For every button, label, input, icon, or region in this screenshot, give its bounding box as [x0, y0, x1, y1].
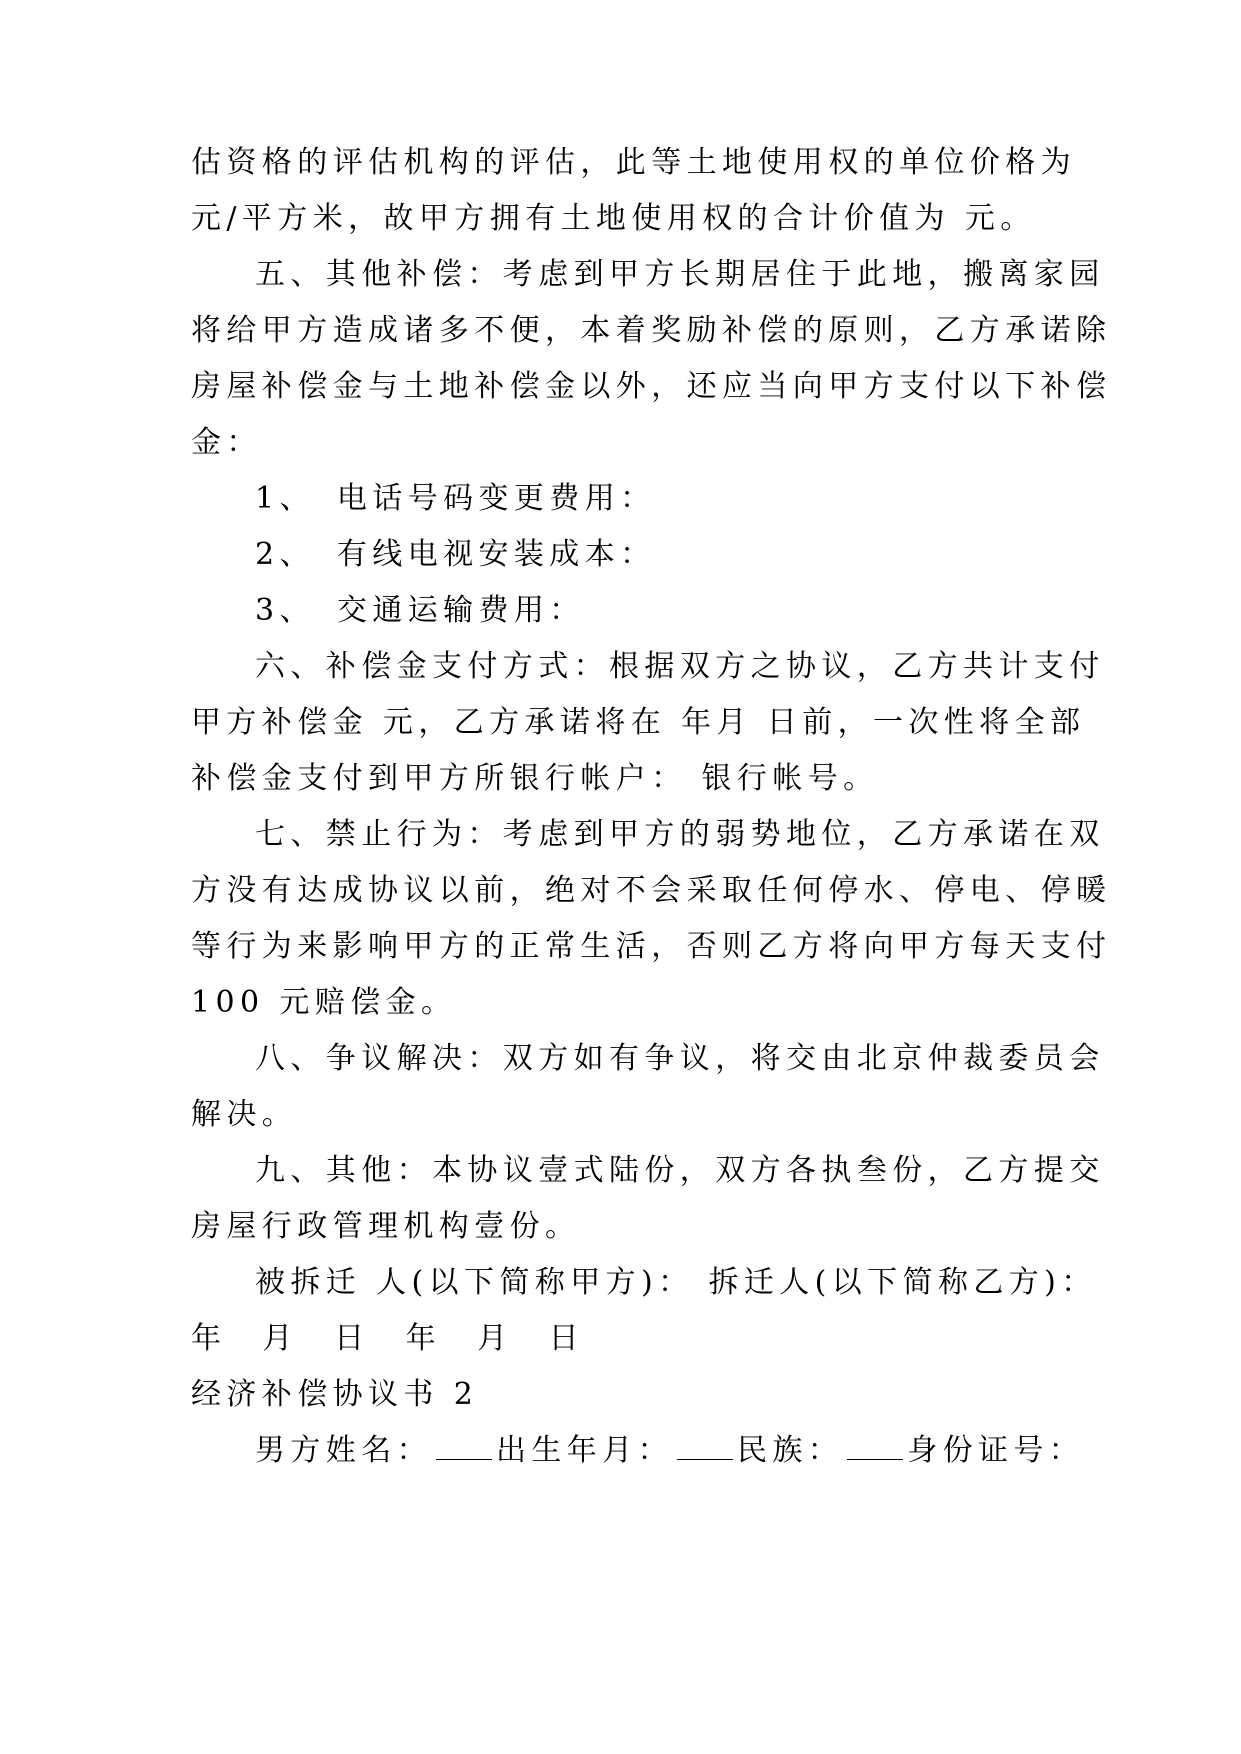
- text-line: 解决。: [191, 1097, 298, 1132]
- section-seven-heading: 七、禁止行为：考虑到甲方的弱势地位，乙方承诺在双: [255, 817, 1105, 852]
- date-line: 年 月 日 年 月 日: [191, 1321, 595, 1356]
- birth-blank[interactable]: [677, 1431, 733, 1460]
- list-item: [255, 479, 1135, 519]
- list-item-number: 2、: [255, 537, 315, 572]
- birth-label: 出生年月：: [496, 1433, 673, 1468]
- section-six-heading: 六、补偿金支付方式：根据双方之协议，乙方共计支付: [255, 649, 1105, 684]
- text-line: 金：: [191, 425, 262, 460]
- ethnicity-label: 民族：: [737, 1433, 844, 1468]
- male-name-blank[interactable]: [436, 1431, 492, 1460]
- text-line: 房屋补偿金与土地补偿金以外，还应当向甲方支付以下补偿: [191, 369, 1112, 404]
- text-line: 100 元赔偿金。: [191, 985, 457, 1020]
- list-item-text: 交通运输费用：: [336, 593, 585, 628]
- list-item: [255, 535, 1135, 575]
- list-item-number: 1、: [255, 481, 315, 516]
- ethnicity-blank[interactable]: [847, 1431, 903, 1460]
- id-number-label: 身份证号：: [907, 1433, 1085, 1468]
- list-item: [255, 591, 1135, 631]
- text-line: 估资格的评估机构的评估，此等土地使用权的单位价格为: [191, 145, 1076, 180]
- text-line: 等行为来影响甲方的正常生活，否则乙方将向甲方每天支付: [191, 929, 1112, 964]
- section-five-heading: 五、其他补偿：考虑到甲方长期居住于此地，搬离家园: [255, 257, 1105, 292]
- list-item-text: 电话号码变更费用：: [336, 481, 656, 516]
- text-line: 甲方补偿金 元，乙方承诺将在 年月 日前，一次性将全部: [191, 705, 1086, 740]
- text-line: 补偿金支付到甲方所银行帐户： 银行帐号。: [191, 761, 879, 796]
- list-item-text: 有线电视安装成本：: [336, 537, 656, 572]
- text-line: 将给甲方造成诸多不便，本着奖励补偿的原则，乙方承诺除: [191, 313, 1112, 348]
- signature-line: 被拆迁 人(以下简称甲方)： 拆迁人(以下简称乙方)：: [255, 1265, 1097, 1300]
- text-line: 元/平方米，故甲方拥有土地使用权的合计价值为 元。: [191, 201, 1036, 236]
- personal-info-line: [255, 1431, 1135, 1471]
- list-item-number: 3、: [255, 593, 315, 628]
- male-name-label: 男方姓名：: [255, 1433, 432, 1468]
- section-nine-heading: 九、其他：本协议壹式陆份，双方各执叁份，乙方提交: [255, 1153, 1105, 1188]
- section-eight-heading: 八、争议解决：双方如有争议，将交由北京仲裁委员会: [255, 1041, 1105, 1076]
- document-title: 经济补偿协议书 2: [191, 1377, 479, 1412]
- text-line: 房屋行政管理机构壹份。: [191, 1209, 581, 1244]
- text-line: 方没有达成协议以前，绝对不会采取任何停水、停电、停暖: [191, 873, 1112, 908]
